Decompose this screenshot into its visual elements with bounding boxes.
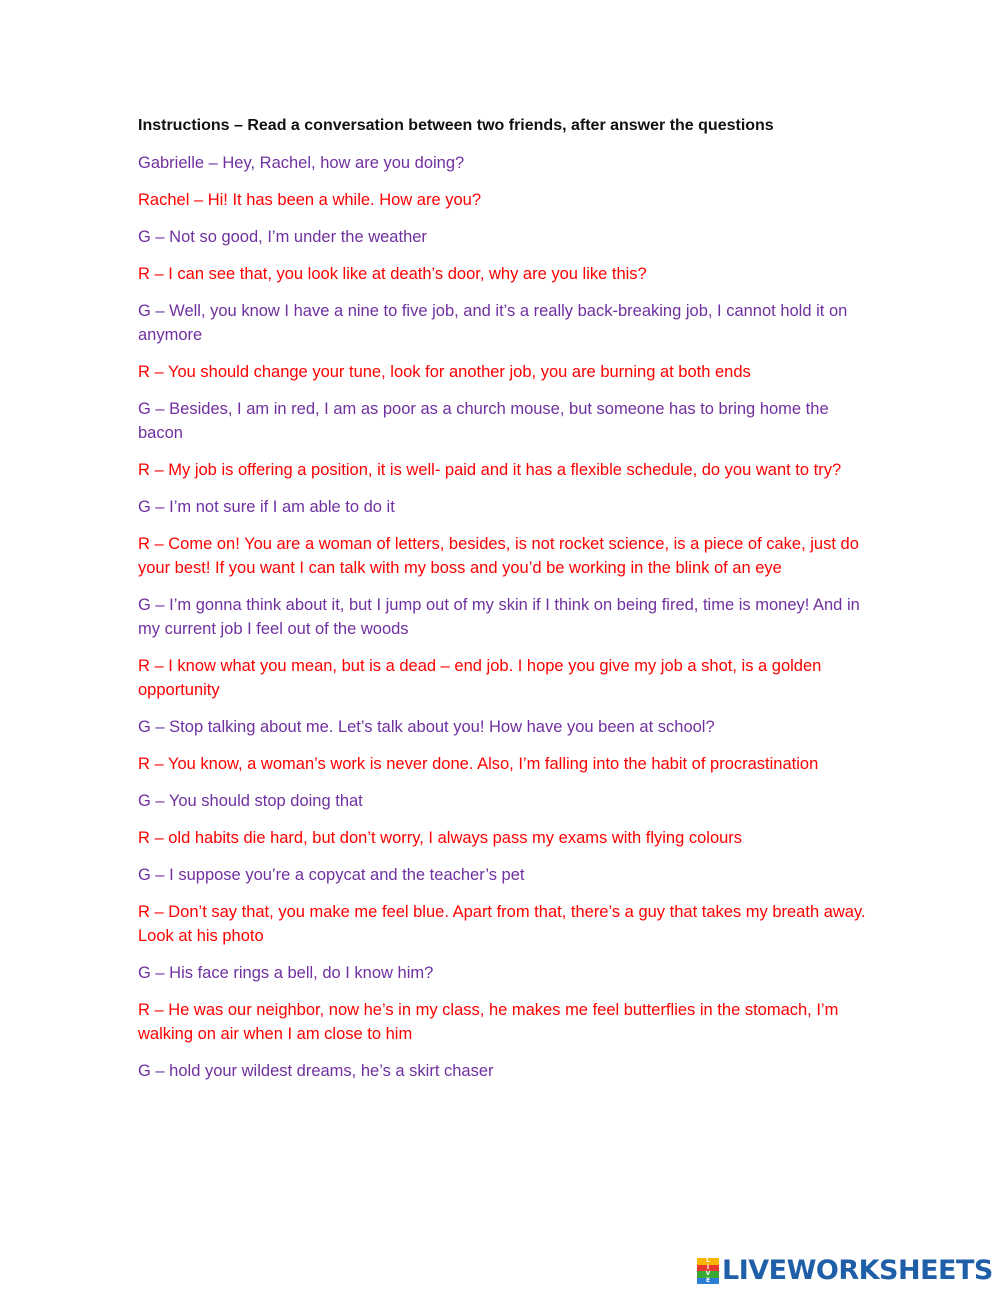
instructions-heading: Instructions – Read a conversation between two friends, after answer the questions <box>138 117 774 134</box>
dialogue-line-rachel: R – old habits die hard, but don’t worry, I always pass my exams with flying colours <box>138 829 743 847</box>
liveworksheets-logo[interactable] <box>697 1255 993 1287</box>
dialogue-line-gabrielle: Gabrielle – Hey, Rachel, how are you doing? <box>138 154 465 172</box>
logo-mark-icon: L I V E <box>697 1258 719 1284</box>
dialogue-line-gabrielle: G – Stop talking about me. Let’s talk about you! How have you been at school? <box>138 718 715 736</box>
dialogue-line-gabrielle: G – You should stop doing that <box>138 792 363 810</box>
dialogue-line-gabrielle: G – Well, you know I have a nine to five job, and it’s a really back-breaking job, I cannot hold it on anymore <box>138 302 848 344</box>
dialogue-line-rachel: Rachel – Hi! It has been a while. How are you? <box>138 191 482 209</box>
dialogue-line-gabrielle: G – Besides, I am in red, I am as poor as a church mouse, but someone has to bring home the bacon <box>138 400 829 442</box>
dialogue-line-rachel: R – You know, a woman’s work is never done. Also, I’m falling into the habit of procrastination <box>138 755 819 773</box>
dialogue-line-gabrielle: G – Not so good, I’m under the weather <box>138 228 427 246</box>
dialogue-line-gabrielle: G – I’m not sure if I am able to do it <box>138 498 395 516</box>
dialogue-line-gabrielle: G – I’m gonna think about it, but I jump out of my skin if I think on being fired, time is money! And in my current job I feel out of the woods <box>138 596 860 638</box>
dialogue-line-rachel: R – My job is offering a position, it is well- paid and it has a flexible schedule, do you want to try? <box>138 461 842 479</box>
dialogue-line-rachel: R – Come on! You are a woman of letters, besides, is not rocket science, is a piece of cake, just do your best! If you want I can talk with my boss and you’d be working in the blink of an eye <box>138 535 859 577</box>
dialogue-line-gabrielle: G – His face rings a bell, do I know him? <box>138 964 434 982</box>
dialogue-line-gabrielle: G – I suppose you’re a copycat and the teacher’s pet <box>138 866 525 884</box>
dialogue-line-rachel: R – Don’t say that, you make me feel blue. Apart from that, there’s a guy that takes my breath away. Look at his photo <box>138 903 866 945</box>
logo-text: LIVEWORKSHEETS <box>722 1255 993 1286</box>
dialogue-line-rachel: R – I can see that, you look like at death’s door, why are you like this? <box>138 265 647 283</box>
dialogue-line-rachel: R – You should change your tune, look for another job, you are burning at both ends <box>138 363 751 381</box>
dialogue-line-rachel: R – He was our neighbor, now he’s in my class, he makes me feel butterflies in the stomach, I’m walking on air when I am close to him <box>138 1001 839 1043</box>
dialogue-line-gabrielle: G – hold your wildest dreams, he’s a skirt chaser <box>138 1062 494 1080</box>
dialogue-line-rachel: R – I know what you mean, but is a dead – end job. I hope you give my job a shot, is a golden opportunity <box>138 657 822 699</box>
worksheet-page <box>138 114 868 1096</box>
